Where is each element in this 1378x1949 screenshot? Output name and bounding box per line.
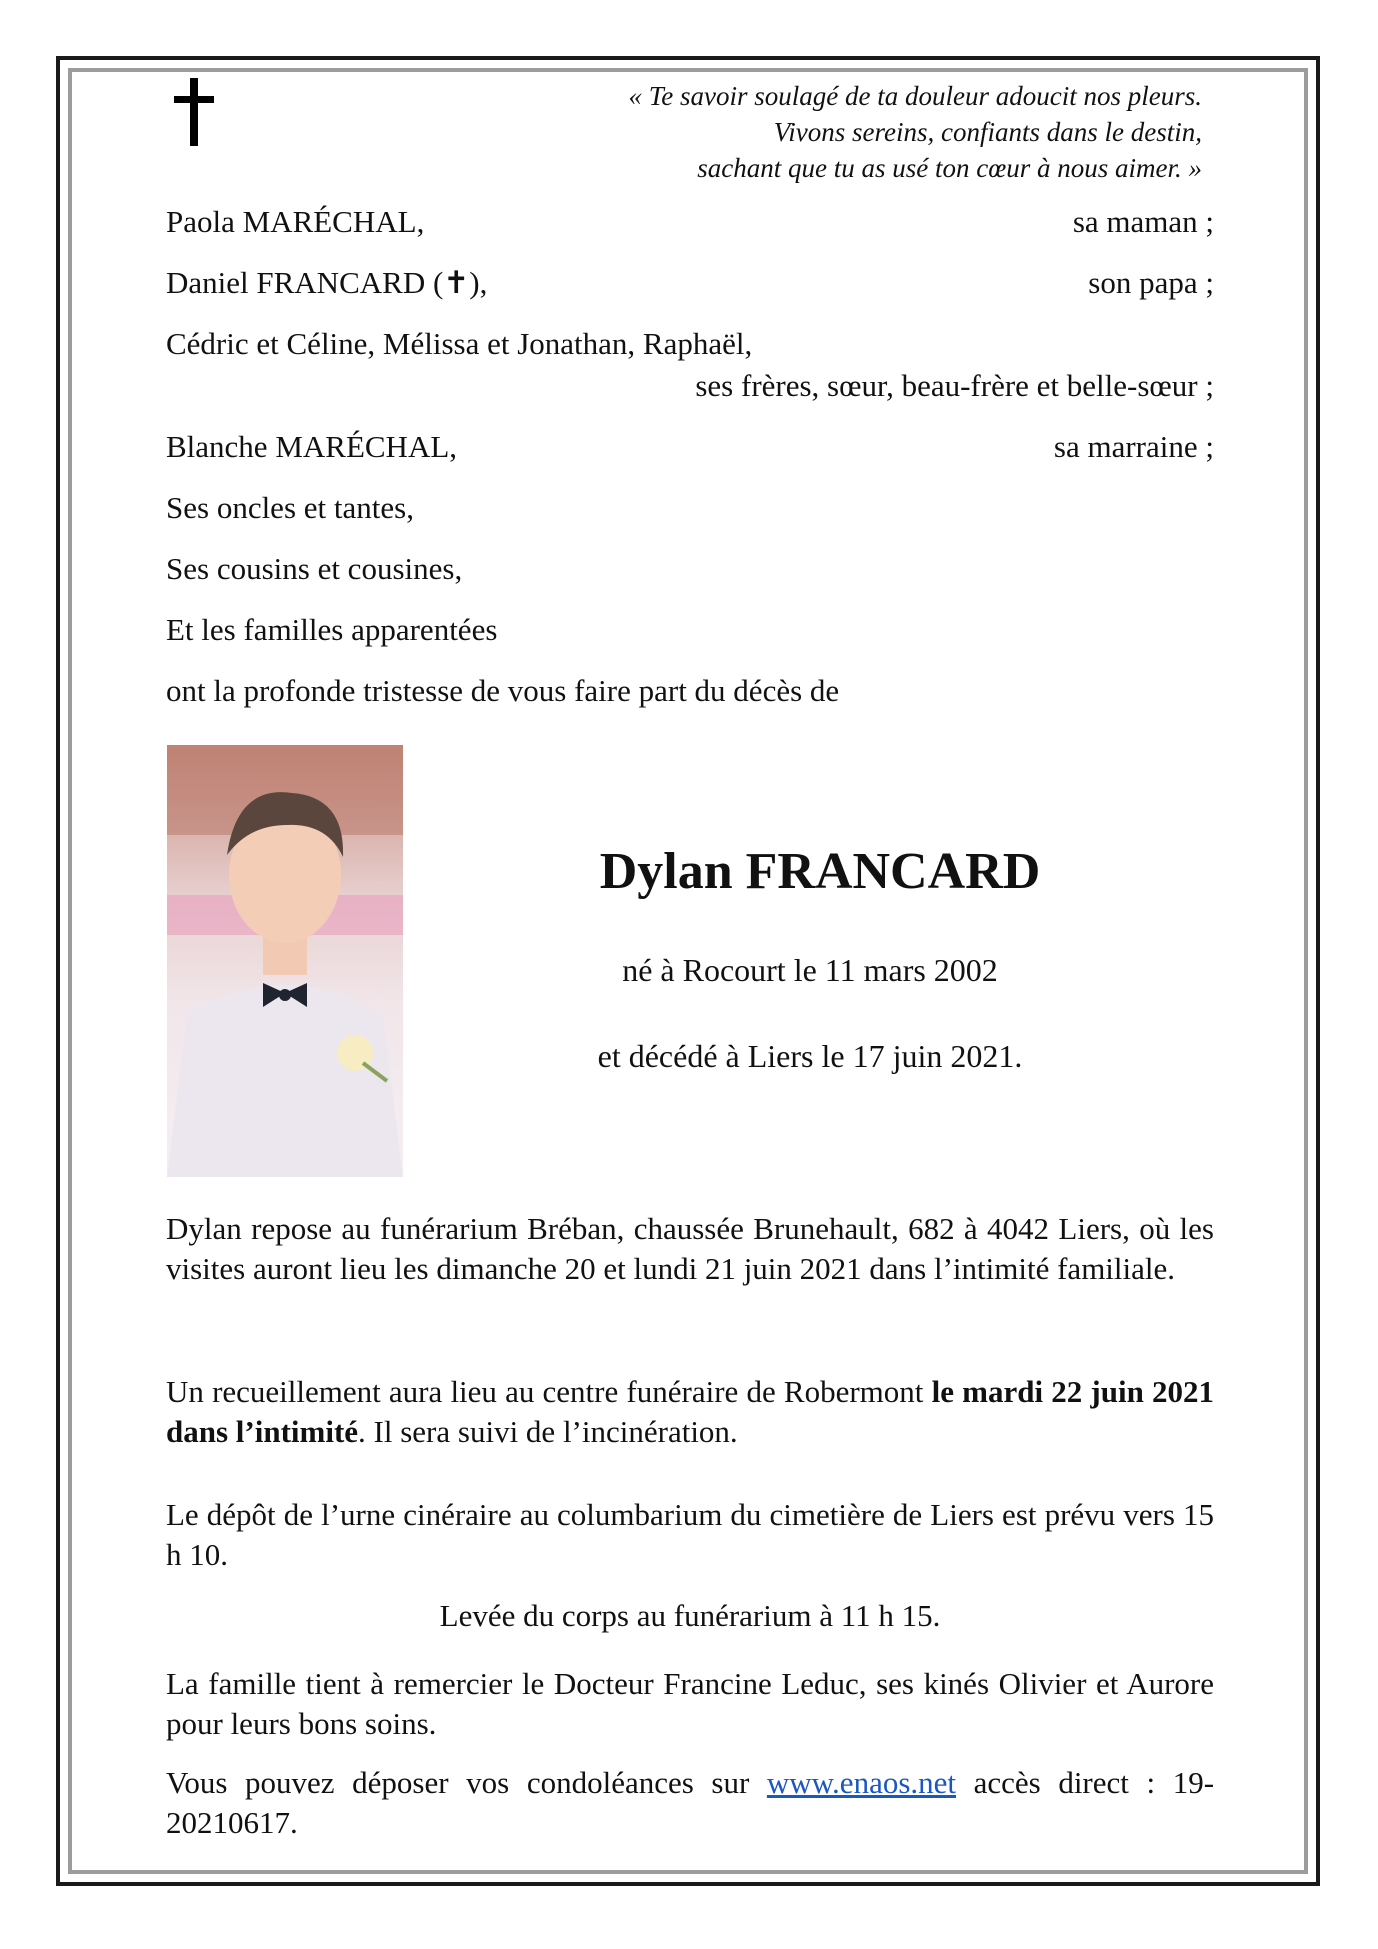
- ceremony-date: le mardi 22 juin 2021 dans l’intimité: [166, 1374, 1215, 1449]
- family-name: Blanche MARÉCHAL,: [166, 429, 458, 464]
- family-name: Cédric et Céline, Mélissa et Jonathan, Raphaël,: [166, 326, 753, 361]
- access-code-text: accès direct : 19-20210617.: [166, 1765, 1215, 1840]
- birth-info: né à Rocourt le 11 mars 2002: [622, 952, 998, 988]
- quote-line: sachant que tu as usé ton cœur à nous aimer. »: [697, 153, 1202, 183]
- epigraph-quote: [629, 78, 1203, 186]
- ceremony-paragraph: [166, 1372, 1214, 1452]
- deceased-name: Dylan FRANCARD: [599, 843, 1041, 900]
- condolences-link[interactable]: www.enaos.net: [766, 1765, 957, 1800]
- ceremony-text: Un recueillement aura lieu au centre funéraire de Robermont: [166, 1374, 924, 1409]
- family-relation: sa maman ;: [1072, 204, 1214, 239]
- family-relation: sa marraine ;: [1053, 429, 1214, 464]
- urn-paragraph: Le dépôt de l’urne cinéraire au columbarium du cimetière de Liers est prévu vers 15 h 10.: [166, 1497, 1214, 1572]
- condolences-paragraph: [166, 1763, 1214, 1843]
- family-relation: son papa ;: [1088, 265, 1214, 300]
- body-removal-line: Levée du corps au funérarium à 11 h 15.: [439, 1598, 941, 1633]
- quote-line: « Te savoir soulagé de ta douleur adoucit nos pleurs.: [628, 81, 1202, 111]
- cross-icon: [170, 78, 220, 146]
- deceased-photo: [167, 745, 403, 1177]
- death-info: et décédé à Liers le 17 juin 2021.: [597, 1038, 1023, 1074]
- ceremony-text-end: . Il sera suivi de l’incinération.: [358, 1414, 738, 1449]
- quote-line: Vivons sereins, confiants dans le destin,: [773, 117, 1202, 147]
- family-row: [166, 324, 1214, 408]
- thanks-paragraph: La famille tient à remercier le Docteur Francine Leduc, ses kinés Olivier et Aurore pour leurs bons soins.: [166, 1666, 1214, 1741]
- condolences-text: Vous pouvez déposer vos condoléances sur: [166, 1765, 750, 1800]
- family-name: Daniel FRANCARD (✝),: [166, 265, 488, 300]
- funeral-home-paragraph: Dylan repose au funérarium Bréban, chaussée Brunehault, 682 à 4042 Liers, où les visites auront lieu les dimanche 20 et lundi 21 juin 2021 dans l’intimité familiale.: [166, 1211, 1214, 1286]
- family-relation: ses frères, sœur, beau-frère et belle-sœur ;: [695, 368, 1214, 403]
- family-name: Paola MARÉCHAL,: [166, 204, 425, 239]
